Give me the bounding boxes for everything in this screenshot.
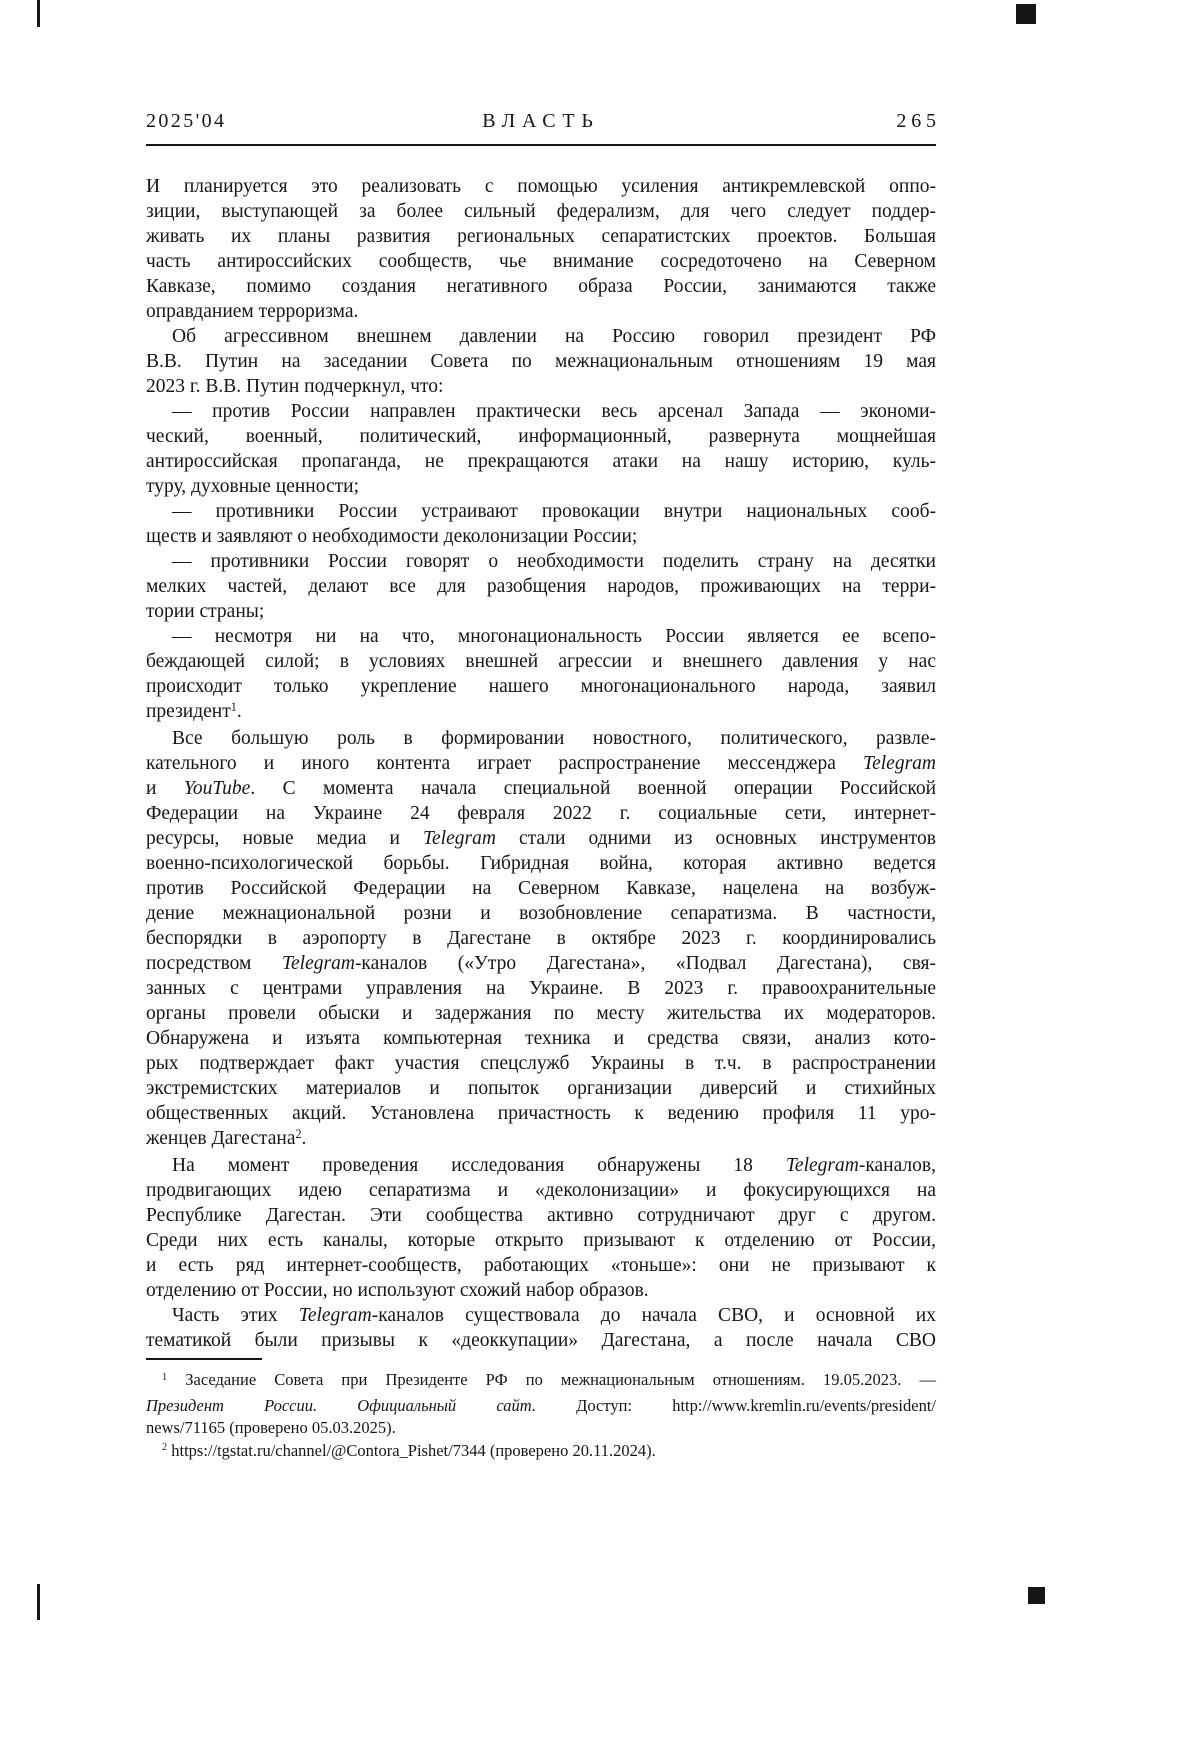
- text-segment: ществ и заявляют о необходимости деколонизации России;: [146, 526, 638, 547]
- text-line: [146, 474, 936, 499]
- text-line: [146, 424, 936, 449]
- text-line: [146, 224, 936, 249]
- text-segment: занных с центрами управления на Украине. В 2023 г. правоохранительные: [146, 978, 936, 999]
- text-line: [146, 1369, 936, 1395]
- text-line: [146, 1076, 936, 1101]
- text-line: [146, 174, 936, 199]
- text-segment: живать их планы развития региональных сепаратистских проектов. Большая: [146, 226, 936, 247]
- text-segment: Заседание Совета при Президенте РФ по межнациональным отношениям. 19.05.2023. —: [167, 1370, 936, 1389]
- header-rule: [146, 144, 936, 146]
- text-segment: Все большую роль в формировании новостного, политического, развле-: [172, 728, 936, 749]
- text-segment: против Российской Федерации на Северном Кавказе, нацелена на возбуж-: [146, 878, 936, 899]
- text-segment: рых подтверждает факт участия спецслужб Украины в т.ч. в распространении: [146, 1053, 936, 1074]
- paragraph: [146, 726, 936, 1153]
- text-line: [146, 1101, 936, 1126]
- text-line: [146, 324, 936, 349]
- text-segment: тории страны;: [146, 601, 265, 622]
- text-segment: Telegram: [785, 1155, 859, 1176]
- text-line: [146, 649, 936, 674]
- text-line: [146, 776, 936, 801]
- text-line: [146, 801, 936, 826]
- text-line: [146, 1126, 936, 1153]
- paragraph: [146, 324, 936, 399]
- text-line: [146, 751, 936, 776]
- text-line: [146, 549, 936, 574]
- text-line: [146, 826, 936, 851]
- text-segment: и есть ряд интернет-сообществ, работающих «тоньше»: они не призывают к: [146, 1255, 936, 1276]
- text-line: [146, 901, 936, 926]
- text-line: [146, 624, 936, 649]
- text-segment: военно-психологической борьбы. Гибридная война, которая активно ведется: [146, 853, 936, 874]
- crop-mark-top-right: [1016, 4, 1036, 24]
- text-segment: — противники России говорят о необходимости поделить страну на десятки: [172, 551, 936, 572]
- text-segment: Кавказе, помимо создания негативного образа России, занимаются также: [146, 276, 936, 297]
- text-line: [146, 349, 936, 374]
- text-line: [146, 1417, 936, 1440]
- text-segment: ресурсы, новые медиа и: [146, 828, 423, 849]
- paragraph: [146, 174, 936, 324]
- text-segment: продвигающих идею сепаратизма и «деколонизации» и фокусирующихся на: [146, 1180, 936, 1201]
- footnote-marker: 1: [162, 1371, 168, 1383]
- text-segment: мелких частей, делают все для разобщения народов, проживающих на терри-: [146, 576, 936, 597]
- issue-label: 2025'04: [146, 110, 227, 132]
- article-body: [146, 174, 936, 1353]
- footnote-marker: 2: [295, 1126, 302, 1141]
- text-segment: https://tgstat.ru/channel/@Contora_Pishet/7344 (проверено 20.11.2024).: [167, 1440, 656, 1460]
- text-segment: Республике Дагестан. Эти сообщества активно сотрудничают друг с другом.: [146, 1205, 936, 1226]
- text-segment: . С момента начала специальной военной операции Российской: [250, 778, 937, 799]
- running-header: [146, 110, 941, 133]
- text-line: [146, 1278, 936, 1303]
- footnote-marker: 2: [162, 1442, 168, 1454]
- text-line: [146, 1153, 936, 1178]
- footnote-item: [146, 1440, 936, 1466]
- text-segment: стали одними из основных инструментов: [495, 828, 936, 849]
- text-line: [146, 876, 936, 901]
- text-line: [146, 674, 936, 699]
- page-content: [146, 110, 941, 1465]
- text-segment: и: [146, 778, 184, 799]
- text-segment: оправданием терроризма.: [146, 301, 359, 322]
- text-segment: .: [236, 701, 242, 722]
- text-segment: ческий, военный, политический, информационный, развернута мощнейшая: [146, 426, 936, 447]
- text-segment: часть антироссийских сообществ, чье внимание сосредоточено на Северном: [146, 251, 936, 272]
- text-segment: Федерации на Украине 24 февраля 2022 г. социальные сети, интернет-: [146, 803, 936, 824]
- text-line: [146, 851, 936, 876]
- paragraph: [146, 1153, 936, 1303]
- text-line: [146, 249, 936, 274]
- footnote-marker: 1: [230, 699, 237, 714]
- text-line: [146, 1203, 936, 1228]
- text-segment: Telegram: [422, 828, 496, 849]
- text-segment: отделению от России, но используют схожий набор образов.: [146, 1280, 649, 1301]
- text-line: [146, 951, 936, 976]
- crop-mark-bottom-right: [1028, 1587, 1045, 1604]
- text-line: [146, 499, 936, 524]
- text-segment: Президент России. Официальный сайт.: [146, 1395, 536, 1415]
- text-line: [146, 926, 936, 951]
- text-segment: Telegram: [281, 953, 355, 974]
- text-segment: происходит только укрепление нашего многонационального народа, заявил: [146, 676, 936, 697]
- text-segment: органы провели обыски и задержания по месту жительства их модераторов.: [146, 1003, 936, 1024]
- page-number: 265: [896, 110, 941, 132]
- text-line: [146, 274, 936, 299]
- text-segment: президент: [146, 701, 231, 722]
- text-line: [146, 976, 936, 1001]
- crop-mark-bottom-left: [37, 1584, 40, 1620]
- footnote-item: [146, 1369, 936, 1440]
- text-segment: тематикой были призывы к «деоккупации» Дагестана, а после начала СВО: [146, 1330, 936, 1351]
- text-segment: — несмотря ни на что, многонациональность России является ее всепо-: [172, 626, 936, 647]
- text-segment: В.В. Путин на заседании Совета по межнациональным отношениям 19 мая: [146, 351, 936, 372]
- text-line: [146, 1001, 936, 1026]
- text-segment: кательного и иного контента играет распространение мессенджера: [146, 753, 864, 774]
- text-line: [146, 699, 936, 726]
- paragraph: [146, 399, 936, 499]
- text-line: [146, 599, 936, 624]
- paragraph: [146, 549, 936, 624]
- text-segment: общественных акций. Установлена причастность к ведению профиля 11 уро-: [146, 1103, 936, 1124]
- text-segment: экстремистских материалов и попыток организации диверсий и стихийных: [146, 1078, 936, 1099]
- text-line: [146, 1178, 936, 1203]
- text-segment: На момент проведения исследования обнаружены 18: [172, 1155, 786, 1176]
- text-segment: дение межнациональной розни и возобновление сепаратизма. В частности,: [146, 903, 936, 924]
- text-segment: посредством: [146, 953, 282, 974]
- text-line: [146, 1228, 936, 1253]
- text-segment: -каналов («Утро Дагестана», «Подвал Дагестана), свя-: [354, 953, 936, 974]
- text-segment: — противники России устраивают провокации внутри национальных сооб-: [172, 501, 936, 522]
- text-line: [146, 399, 936, 424]
- text-line: [146, 449, 936, 474]
- text-segment: женцев Дагестана: [146, 1128, 296, 1149]
- journal-title: ВЛАСТЬ: [482, 110, 600, 132]
- text-segment: Среди них есть каналы, которые открыто призывают к отделению от России,: [146, 1230, 936, 1251]
- paragraph: [146, 1303, 936, 1353]
- text-segment: Обнаружена и изъята компьютерная техника и средства связи, анализ кото-: [146, 1028, 936, 1049]
- text-line: [146, 1051, 936, 1076]
- text-segment: — против России направлен практически весь арсенал Запада — экономи-: [172, 401, 936, 422]
- paragraph: [146, 624, 936, 726]
- text-line: [146, 524, 936, 549]
- text-line: [146, 1328, 936, 1353]
- text-segment: .: [301, 1128, 307, 1149]
- text-line: [146, 726, 936, 751]
- text-segment: зиции, выступающей за более сильный федерализм, для чего следует поддер-: [146, 201, 936, 222]
- paragraph: [146, 499, 936, 549]
- text-line: [146, 1395, 936, 1418]
- text-segment: news/71165 (проверено 05.03.2025).: [146, 1418, 396, 1437]
- text-segment: Часть этих: [172, 1305, 299, 1326]
- text-line: [146, 374, 936, 399]
- text-segment: антироссийская пропаганда, не прекращаются атаки на нашу историю, куль-: [146, 451, 936, 472]
- footnote-separator: [146, 1358, 262, 1360]
- text-segment: беспорядки в аэропорту в Дагестане в октябре 2023 г. координировались: [146, 928, 936, 949]
- text-line: [146, 1253, 936, 1278]
- text-segment: туру, духовные ценности;: [146, 476, 359, 497]
- text-line: [146, 574, 936, 599]
- text-line: [146, 1440, 936, 1466]
- footnotes-list: [146, 1369, 936, 1465]
- text-segment: беждающей силой; в условиях внешней агрессии и внешнего давления у нас: [146, 651, 936, 672]
- text-segment: YouTube: [183, 778, 251, 799]
- text-segment: Telegram: [298, 1305, 372, 1326]
- text-line: [146, 299, 936, 324]
- text-line: [146, 199, 936, 224]
- text-segment: Об агрессивном внешнем давлении на Россию говорил президент РФ: [172, 326, 936, 347]
- text-segment: И планируется это реализовать с помощью усиления антикремлевской оппо-: [146, 176, 936, 197]
- text-segment: -каналов существовала до начала СВО, и основной их: [371, 1305, 936, 1326]
- text-segment: 2023 г. В.В. Путин подчеркнул, что:: [146, 376, 444, 397]
- text-segment: Telegram: [863, 753, 936, 774]
- text-segment: Доступ: http://www.kremlin.ru/events/president/: [535, 1395, 936, 1415]
- text-segment: -каналов,: [858, 1155, 936, 1176]
- text-line: [146, 1026, 936, 1051]
- text-line: [146, 1303, 936, 1328]
- crop-mark-top-left: [37, 0, 40, 27]
